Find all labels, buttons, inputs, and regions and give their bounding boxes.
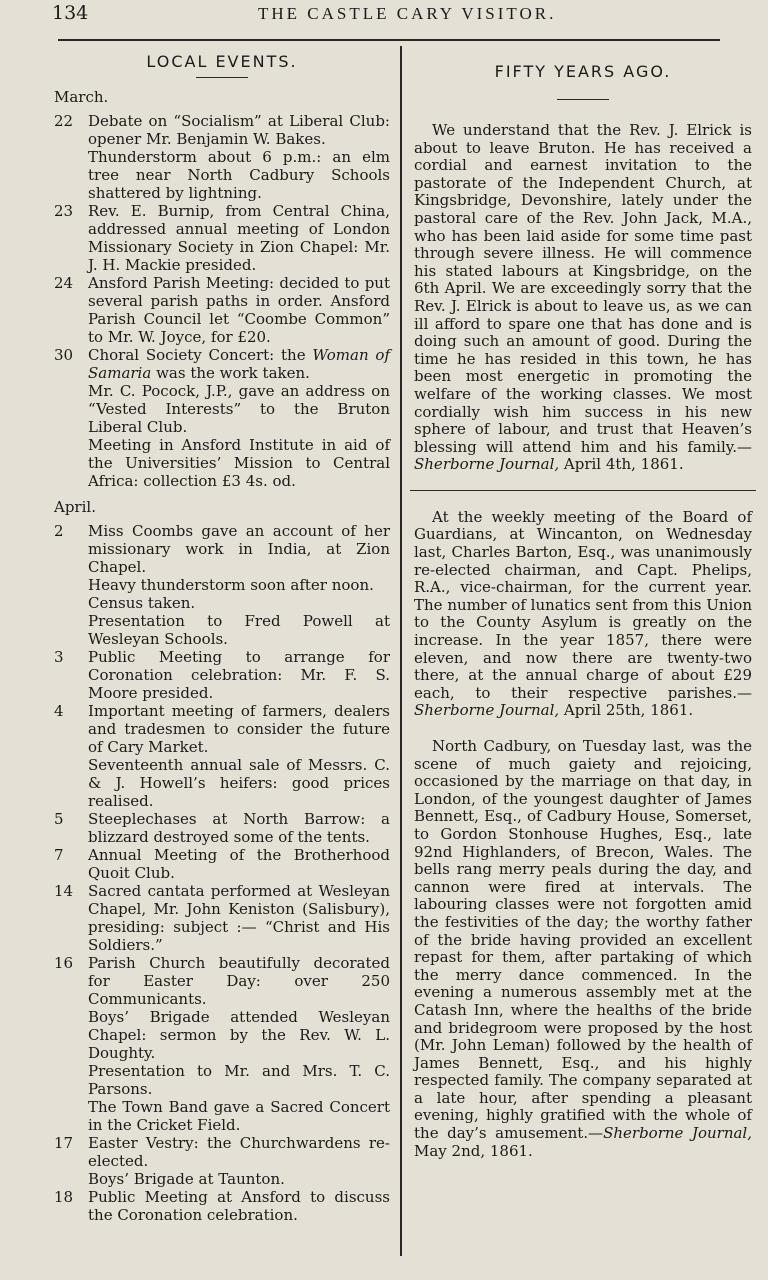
event-entry: Presentation to Mr. and Mrs. T. C. Parsons. xyxy=(88,1062,390,1098)
day-number: 16 xyxy=(54,954,74,972)
event-entry: Public Meeting to arrange for Coronation celebration: Mr. F. S. Moore presided. xyxy=(88,648,390,702)
articles-list xyxy=(414,122,752,1160)
event-entry: Rev. E. Burnip, from Central China, addressed annual meeting of London Missionary Society in Zion Chapel: Mr. J. H. Mackie presided. xyxy=(88,202,390,274)
event-entry: Debate on “Socialism” at Liberal Club: opener Mr. Benjamin W. Bakes. xyxy=(88,112,390,148)
article-paragraph xyxy=(414,738,752,1160)
event-entry: Boys’ Brigade attended Wesleyan Chapel: sermon by the Rev. W. L. Doughty. xyxy=(88,1008,390,1062)
day-entries xyxy=(88,112,390,202)
day-group xyxy=(54,702,390,810)
article-source: Sherborne Journal, xyxy=(414,701,560,720)
event-entry: Sacred cantata performed at Wesleyan Chapel, Mr. John Keniston (Salisbury), presiding: subject :— “Christ and His Soldiers.” xyxy=(88,882,390,954)
article-date: April 4th, 1861. xyxy=(559,455,684,474)
event-entry: Easter Vestry: the Churchwardens re-elected. xyxy=(88,1134,390,1170)
event-entry: Mr. C. Pocock, J.P., gave an address on “Vested Interests” to the Bruton Liberal Club. xyxy=(88,382,390,436)
day-number: 18 xyxy=(54,1188,74,1206)
heading-rule xyxy=(557,99,609,100)
header-rule xyxy=(58,39,720,41)
event-entry: The Town Band gave a Sacred Concert in the Cricket Field. xyxy=(88,1098,390,1134)
event-entry: Seventeenth annual sale of Messrs. C. & J. Howell’s heifers: good prices realised. xyxy=(88,756,390,810)
day-number: 24 xyxy=(54,274,74,292)
day-entries xyxy=(88,1134,390,1188)
day-number: 22 xyxy=(54,112,74,130)
article-separator xyxy=(410,490,756,491)
article-date: May 2nd, 1861. xyxy=(414,1141,533,1160)
day-group xyxy=(54,522,390,648)
day-entries xyxy=(88,954,390,1134)
day-group xyxy=(54,846,390,882)
event-entry: Ansford Parish Meeting: decided to put several parish paths in order. Ansford Parish Council let “Coombe Common” to Mr. W. Joyce, for £20. xyxy=(88,274,390,346)
event-entry: Annual Meeting of the Brotherhood Quoit Club. xyxy=(88,846,390,882)
month-label: March. xyxy=(54,88,109,106)
day-number: 5 xyxy=(54,810,64,828)
event-entry: Thunderstorm about 6 p.m.: an elm tree near North Cadbury Schools shattered by lightning. xyxy=(88,148,390,202)
article-paragraph xyxy=(414,122,752,474)
column-divider xyxy=(400,46,402,1256)
page-number: 134 xyxy=(52,2,89,24)
event-entry: Parish Church beautifully decorated for Easter Day: over 250 Communicants. xyxy=(88,954,390,1008)
local-events-heading: LOCAL EVENTS. xyxy=(146,52,298,71)
day-entries xyxy=(88,702,390,810)
day-number: 14 xyxy=(54,882,74,900)
work-title: Woman of Samaria xyxy=(88,346,390,382)
day-entries xyxy=(88,882,390,954)
event-entry: Presentation to Fred Powell at Wesleyan Schools. xyxy=(88,612,390,648)
day-group xyxy=(54,274,390,346)
day-group xyxy=(54,1134,390,1188)
fifty-years-ago-column xyxy=(414,48,752,1160)
day-group xyxy=(54,112,390,202)
heading-rule xyxy=(196,77,248,78)
event-entry: Heavy thunderstorm soon after noon. xyxy=(88,576,374,594)
article-paragraph xyxy=(414,509,752,720)
event-entry: Boys’ Brigade at Taunton. xyxy=(88,1170,285,1188)
event-entry: Important meeting of farmers, dealers and tradesmen to consider the future of Cary Market. xyxy=(88,702,390,756)
events-list xyxy=(54,88,390,1224)
event-entry: Steeplechases at North Barrow: a blizzard destroyed some of the tents. xyxy=(88,810,390,846)
article-date: April 25th, 1861. xyxy=(559,701,694,720)
running-title: THE CASTLE CARY VISITOR. xyxy=(258,4,557,23)
article-source: Sherborne Journal, xyxy=(603,1124,753,1143)
day-group xyxy=(54,954,390,1134)
article-body: North Cadbury, on Tuesday last, was the scene of much gaiety and rejoicing, occasioned by the marriage on that day, in London, of the youngest daughter of James Bennett, Esq., of Cadbury House, Somerset, to Gordon Stonhouse Hughes, Esq., late 92nd Highlanders, of Brecon, Wales. The bells rang merry peals during the day, and cannon were fired at intervals. The labouring classes were not forgotten amid the festivities of the day; the worthy father of the bride having provided an excellent repast for them, after partaking of which the merry dance commenced. In the evening a numerous assembly met at the Catash Inn, where the healths of the bride and bridegroom were proposed by the host (Mr. John Leman) followed by the health of James Bennett, Esq., and his highly respected family. The company separated at a late hour, after spending a pleasant evening, highly gratified with the whole of the day’s amusement.— xyxy=(414,737,752,1143)
event-entry: Census taken. xyxy=(88,594,196,612)
day-entries xyxy=(88,1188,390,1224)
day-group xyxy=(54,810,390,846)
day-number: 30 xyxy=(54,346,74,364)
day-entries xyxy=(88,202,390,274)
event-entry: Meeting in Ansford Institute in aid of the Universities’ Mission to Central Africa: collection £3 4s. od. xyxy=(88,436,390,490)
local-events-column xyxy=(54,48,390,1224)
day-entries xyxy=(88,274,390,346)
day-group xyxy=(54,202,390,274)
day-entries xyxy=(88,522,390,648)
month-label: April. xyxy=(54,498,96,516)
article-body: At the weekly meeting of the Board of Guardians, at Wincanton, on Wednesday last, Charles Barton, Esq., was unanimously re-elected chairman, and Capt. Phelips, R.A., vice-chairman, for the current year. The number of lunatics sent from this Union to the County Asylum is greatly on the increase. In the year 1857, there were eleven, and now there are twenty-two there, at the annual charge of about £29 each, to their respective parishes.— xyxy=(414,507,752,702)
event-entry: Choral Society Concert: the Woman of Samaria was the work taken. xyxy=(88,346,390,382)
day-number: 2 xyxy=(54,522,64,540)
day-number: 17 xyxy=(54,1134,74,1152)
day-number: 7 xyxy=(54,846,64,864)
day-group xyxy=(54,882,390,954)
article-source: Sherborne Journal, xyxy=(414,455,560,474)
day-number: 4 xyxy=(54,702,64,720)
day-entries xyxy=(88,346,390,490)
event-entry: Miss Coombs gave an account of her missionary work in India, at Zion Chapel. xyxy=(88,522,390,576)
day-entries xyxy=(88,846,390,882)
day-number: 3 xyxy=(54,648,64,666)
day-group xyxy=(54,1188,390,1224)
event-entry: Public Meeting at Ansford to discuss the Coronation celebration. xyxy=(88,1188,390,1224)
day-number: 23 xyxy=(54,202,74,220)
fifty-years-ago-heading: FIFTY YEARS AGO. xyxy=(494,62,672,81)
day-entries xyxy=(88,648,390,702)
day-entries xyxy=(88,810,390,846)
article-body: We understand that the Rev. J. Elrick is about to leave Bruton. He has received a cordial and earnest invitation to the pastorate of the Independent Church, at Kingsbridge, Devonshire, lately under the pastoral care of the Rev. John Jack, M.A., who has been laid aside for some time past through severe illness. He will commence his stated labours at Kingsbridge, on the 6th April. We are exceedingly sorry that the Rev. J. Elrick is about to leave us, as we can ill afford to spare one that has done and is doing such an amount of good. During the time he has resided in this town, he has been most energetic in promoting the welfare of the working classes. We most cordially wish him success in his new sphere of labour, and trust that Heaven’s blessing will attend him and his family.— xyxy=(414,121,752,456)
day-group xyxy=(54,648,390,702)
day-group xyxy=(54,346,390,490)
